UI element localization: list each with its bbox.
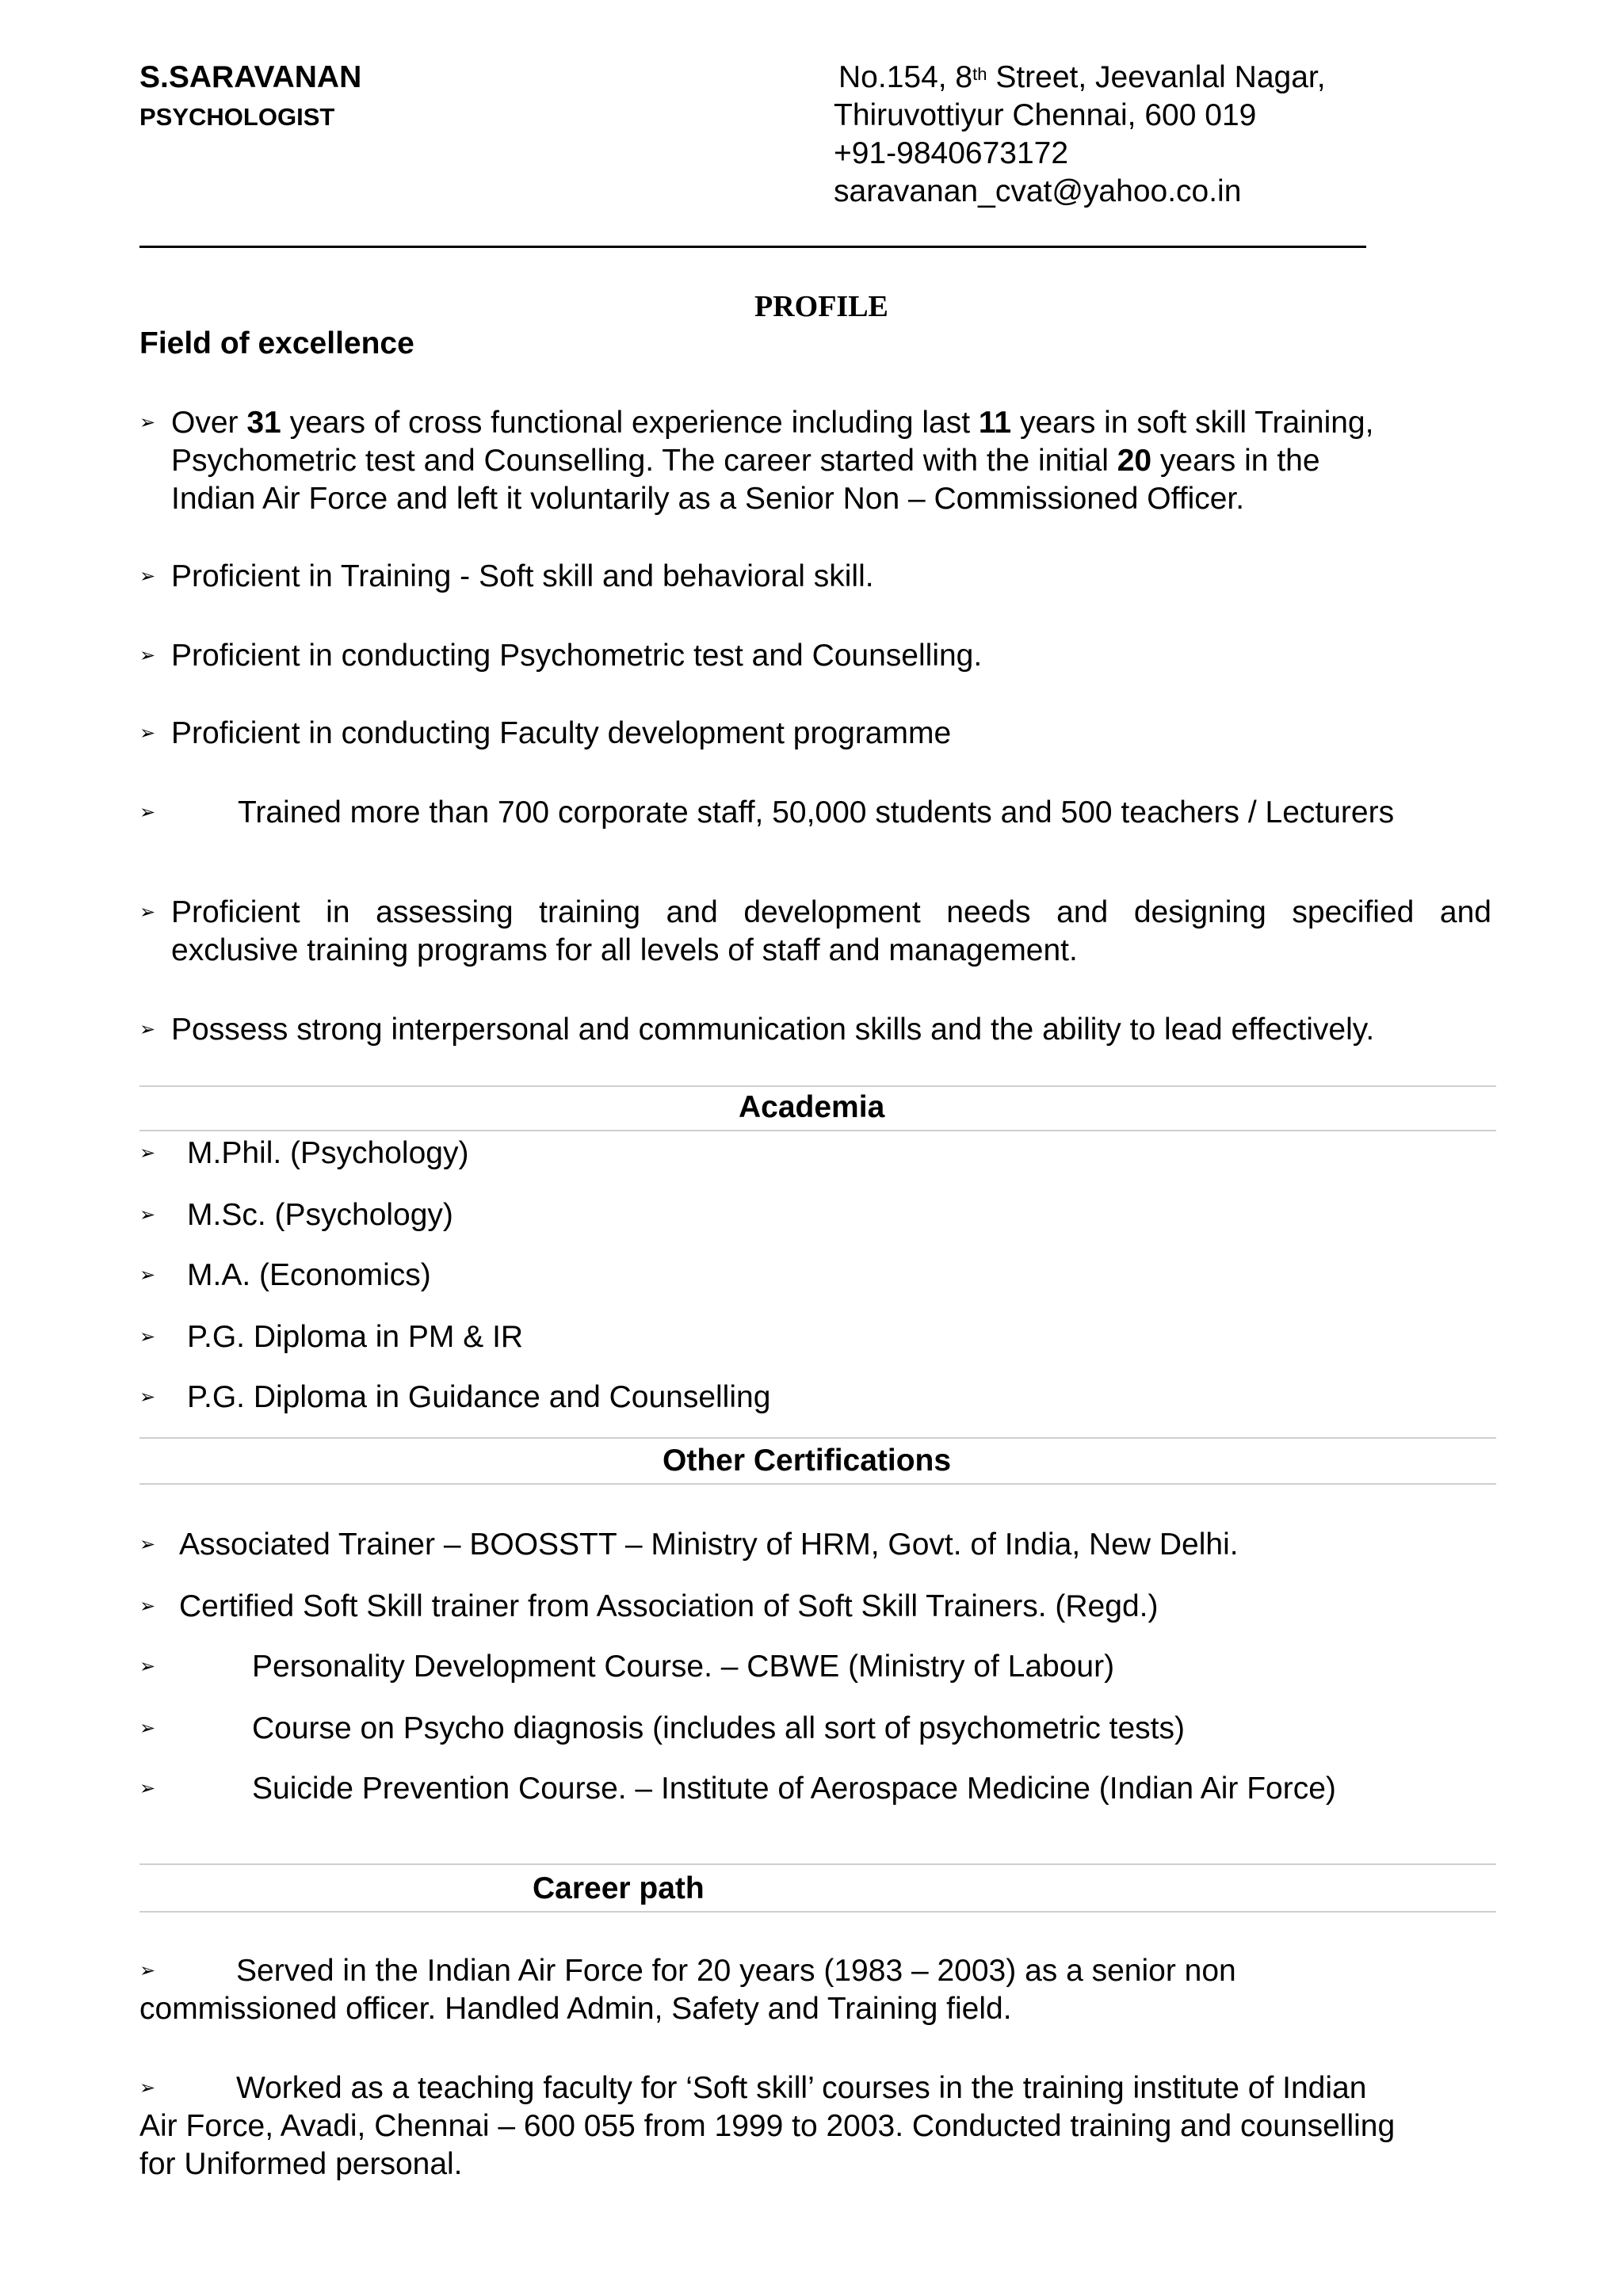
bullet-icon: ➢ <box>139 1960 156 1981</box>
bullet-icon: ➢ <box>139 645 156 666</box>
bullet-icon: ➢ <box>139 1596 156 1617</box>
academia-item: P.G. Diploma in PM & IR <box>187 1320 524 1354</box>
bullet-icon: ➢ <box>139 1656 156 1677</box>
certifications-bottom-rule <box>139 1483 1496 1485</box>
profile-item-1-line-1: Over 31 years of cross functional experience including last 11 years in soft skill Training, <box>171 406 1374 440</box>
bullet-icon: ➢ <box>139 902 156 923</box>
profile-item-6-line-1: Proficient in assessing training and development needs and designing specified and <box>171 895 1491 929</box>
candidate-name: S.SARAVANAN <box>139 60 362 94</box>
bullet-icon: ➢ <box>139 1264 156 1286</box>
bullet-icon: ➢ <box>139 1534 156 1555</box>
header-divider <box>139 246 1366 248</box>
academia-heading: Academia <box>739 1090 885 1124</box>
email-address: saravanan_cvat@yahoo.co.in <box>834 174 1242 208</box>
certification-item: Course on Psycho diagnosis (includes all sort of psychometric tests) <box>252 1711 1186 1745</box>
address-line-1-suffix: Street, Jeevanlal Nagar, <box>987 60 1326 94</box>
ordinal-suffix: th <box>972 64 987 84</box>
profile-heading: PROFILE <box>754 290 888 323</box>
profile-item-1-line-3: Indian Air Force and left it voluntarily as a Senior Non – Commissioned Officer. <box>171 482 1245 516</box>
career-item-2-line-2: Air Force, Avadi, Chennai – 600 055 from 1999 to 2003. Conducted training and counselling <box>139 2109 1396 2143</box>
academia-top-rule <box>139 1085 1496 1087</box>
career-item-2-line-1: Worked as a teaching faculty for ‘Soft skill’ courses in the training institute of Indian <box>236 2071 1367 2105</box>
career-top-rule <box>139 1863 1496 1865</box>
profile-item-2: Proficient in Training - Soft skill and behavioral skill. <box>171 559 874 593</box>
career-item-2-line-3: for Uniformed personal. <box>139 2147 463 2181</box>
profile-item-4: Proficient in conducting Faculty development programme <box>171 716 952 750</box>
profile-item-6-line-2: exclusive training programs for all levels of staff and management. <box>171 933 1078 967</box>
address-line-2: Thiruvottiyur Chennai, 600 019 <box>834 98 1257 132</box>
bullet-icon: ➢ <box>139 723 156 744</box>
bullet-icon: ➢ <box>139 1204 156 1226</box>
bullet-icon: ➢ <box>139 1718 156 1739</box>
field-of-excellence-heading: Field of excellence <box>139 326 414 360</box>
profile-item-5: Trained more than 700 corporate staff, 50,000 students and 500 teachers / Lecturers <box>238 795 1395 830</box>
academia-item: M.Phil. (Psychology) <box>187 1136 469 1170</box>
profile-item-7: Possess strong interpersonal and communication skills and the ability to lead effectively. <box>171 1013 1375 1047</box>
bullet-icon: ➢ <box>139 566 156 587</box>
certification-item: Associated Trainer – BOOSSTT – Ministry of HRM, Govt. of India, New Delhi. <box>179 1527 1239 1562</box>
bullet-icon: ➢ <box>139 1142 156 1164</box>
address-line-1 <box>838 59 1326 97</box>
bullet-icon: ➢ <box>139 1778 156 1799</box>
certifications-heading: Other Certifications <box>663 1444 952 1478</box>
career-item-1-line-1: Served in the Indian Air Force for 20 years (1983 – 2003) as a senior non <box>236 1954 1236 1988</box>
bullet-icon: ➢ <box>139 1326 156 1348</box>
bullet-icon: ➢ <box>139 2077 156 2099</box>
bullet-icon: ➢ <box>139 412 156 433</box>
certification-item: Personality Development Course. – CBWE (Ministry of Labour) <box>252 1650 1115 1684</box>
profile-item-3: Proficient in conducting Psychometric test and Counselling. <box>171 639 983 673</box>
certifications-top-rule <box>139 1437 1496 1439</box>
bullet-icon: ➢ <box>139 802 156 823</box>
phone-number: +91-9840673172 <box>834 136 1069 170</box>
academia-item: P.G. Diploma in Guidance and Counselling <box>187 1380 771 1414</box>
career-item-1-line-2: commissioned officer. Handled Admin, Safety and Training field. <box>139 1992 1012 2026</box>
academia-bottom-rule <box>139 1130 1496 1131</box>
academia-item: M.Sc. (Psychology) <box>187 1198 453 1232</box>
certification-item: Certified Soft Skill trainer from Association of Soft Skill Trainers. (Regd.) <box>179 1589 1159 1623</box>
candidate-title: PSYCHOLOGIST <box>139 103 335 131</box>
certification-item: Suicide Prevention Course. – Institute of Aerospace Medicine (Indian Air Force) <box>252 1772 1336 1806</box>
academia-item: M.A. (Economics) <box>187 1258 431 1292</box>
career-heading: Career path <box>533 1871 705 1905</box>
career-bottom-rule <box>139 1911 1496 1913</box>
bullet-icon: ➢ <box>139 1386 156 1408</box>
bullet-icon: ➢ <box>139 1019 156 1040</box>
address-line-1-prefix: No.154, 8 <box>838 60 973 94</box>
profile-item-1-line-2: Psychometric test and Counselling. The career started with the initial 20 years in the <box>171 444 1320 478</box>
